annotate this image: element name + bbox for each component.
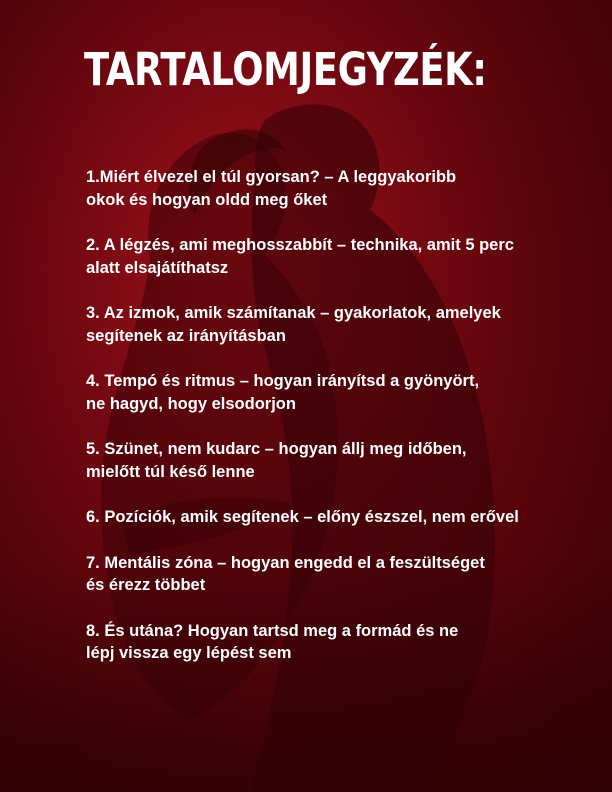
- toc-item: [86, 552, 596, 597]
- toc-item-line: 1.Miért élvezel el túl gyorsan? – A leggyakoribb: [86, 168, 457, 186]
- toc-item: [86, 506, 596, 529]
- toc-item-line: 5. Szünet, nem kudarc – hogyan állj meg időben,: [86, 440, 467, 458]
- toc-item: [86, 370, 596, 415]
- toc-item: [86, 166, 596, 211]
- toc-item: [86, 620, 596, 665]
- toc-item: [86, 438, 596, 483]
- toc-item-line: okok és hogyan oldd meg őket: [86, 190, 328, 209]
- toc-item-line: 3. Az izmok, amik számítanak – gyakorlatok, amelyek: [86, 304, 501, 322]
- toc-item: [86, 234, 596, 279]
- toc-item-line: mielőtt túl késő lenne: [86, 462, 255, 481]
- toc-item-line: lépj vissza egy lépést sem: [86, 644, 292, 662]
- toc-item-line: 6. Pozíciók, amik segítenek – előny észszel, nem erővel: [86, 508, 519, 526]
- toc-item-line: ne hagyd, hogy elsodorjon: [86, 394, 296, 413]
- toc-item: [86, 302, 596, 347]
- toc-item-line: segítenek az irányításban: [86, 326, 286, 345]
- toc-item-line: 2. A légzés, ami meghosszabbít – technika, amit 5 perc: [86, 236, 514, 254]
- toc-item-line: és érezz többet: [86, 576, 206, 594]
- toc-item-line: alatt elsajátíthatsz: [86, 258, 229, 277]
- page-title: TARTALOMJEGYZÉK:: [84, 43, 487, 96]
- table-of-contents: [86, 166, 596, 688]
- toc-item-line: 7. Mentális zóna – hogyan engedd el a feszültséget: [86, 553, 485, 572]
- toc-item-line: 4. Tempó és ritmus – hogyan irányítsd a gyönyört,: [86, 372, 480, 390]
- toc-item-line: 8. És utána? Hogyan tartsd meg a formád és ne: [86, 621, 459, 640]
